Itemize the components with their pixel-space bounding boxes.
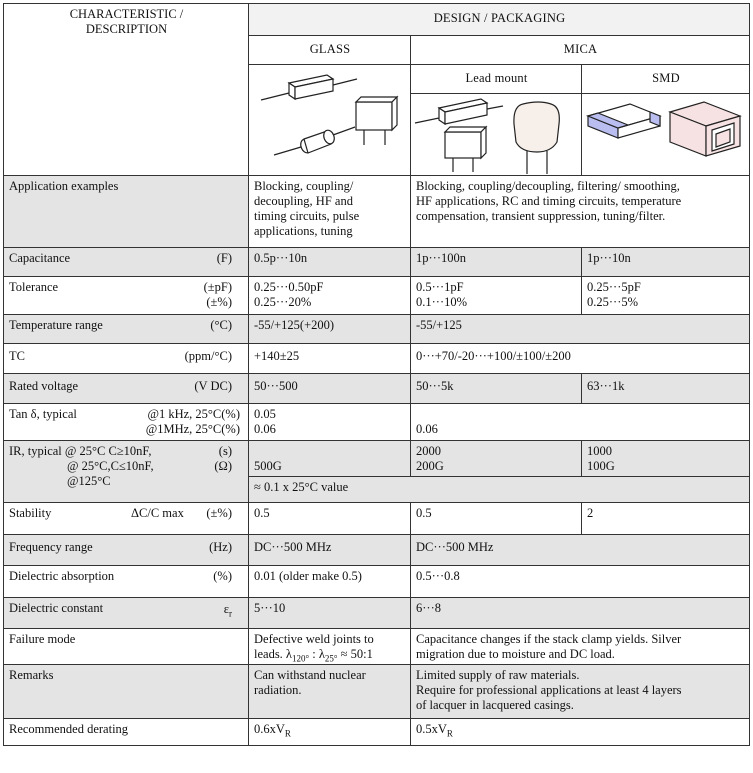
failure-mica <box>411 629 750 665</box>
row-temperature <box>4 315 249 344</box>
tolerance-smd <box>582 277 750 315</box>
row-tc <box>4 344 249 374</box>
label-derating: Recommended derating <box>4 719 249 746</box>
smd-image-cell <box>582 94 750 176</box>
failure-prefix: leads. λ <box>254 647 292 661</box>
label-ir-line2: @ 25°C,C≤10nF, <box>67 459 154 473</box>
stability-glass: 0.5 <box>249 503 411 535</box>
tan-delta-glass <box>249 404 411 441</box>
lead-mount-image-cell <box>411 94 582 176</box>
ir-125c-value: ≈ 0.1 x 25°C value <box>249 477 750 503</box>
unit-ir-ohm: (Ω) <box>214 459 232 473</box>
frequency-glass: DC···500 MHz <box>249 535 411 566</box>
ir-smd-ohm: 100G <box>587 459 615 473</box>
failure-mid: : λ <box>309 647 325 661</box>
dielectric-constant-glass: 5···10 <box>249 598 411 629</box>
frequency-mica: DC···500 MHz <box>411 535 750 566</box>
mica-header: MICA <box>411 36 750 65</box>
failure-sub2: 25° <box>324 653 338 664</box>
tolerance-smd-pct: 0.25···5% <box>587 295 639 309</box>
derating-glass <box>249 719 411 746</box>
row-ir <box>4 441 249 503</box>
row-rated-voltage <box>4 374 249 404</box>
unit-dielectric-constant <box>224 602 232 617</box>
lead-mount-header: Lead mount <box>411 65 582 94</box>
failure-glass <box>249 629 411 665</box>
application-mica-line: Blocking, coupling/decoupling, filtering/ smoothing, <box>416 179 680 193</box>
tolerance-lead-pf: 0.5···1pF <box>416 280 464 294</box>
row-tan-delta <box>4 404 249 441</box>
row-stability <box>4 503 249 535</box>
unit-tolerance-pct: (±%) <box>206 295 232 309</box>
capacitance-glass: 0.5p···10n <box>249 248 411 277</box>
dielectric-constant-mica: 6···8 <box>411 598 750 629</box>
derating-mica-prefix: 0.5xV <box>416 722 447 736</box>
temperature-glass: -55/+125(+200) <box>249 315 411 344</box>
ir-smd-s: 1000 <box>587 444 612 458</box>
row-tolerance <box>4 277 249 315</box>
row-dielectric-absorption <box>4 566 249 598</box>
failure-glass-line2 <box>254 647 406 662</box>
application-mica-line: HF applications, RC and timing circuits, temperature <box>416 194 682 208</box>
row-frequency <box>4 535 249 566</box>
failure-mica-line: migration due to moisture and DC load. <box>416 647 615 661</box>
unit-epsilon: ε <box>223 602 229 616</box>
derating-glass-sub: R <box>284 728 291 739</box>
derating-mica <box>411 719 750 746</box>
unit-tc: (ppm/°C) <box>184 349 232 363</box>
ir-lead <box>411 441 582 477</box>
capacitance-smd: 1p···10n <box>582 248 750 277</box>
failure-sub1: 120° <box>292 653 310 664</box>
tan-delta-glass-1mhz: 0.06 <box>254 422 276 436</box>
mica-smd-capacitor-icon <box>582 94 750 175</box>
glass-image-cell <box>249 65 411 176</box>
label-capacitance: Capacitance <box>9 251 71 265</box>
stability-lead: 0.5 <box>411 503 582 535</box>
label-dielectric-constant: Dielectric constant <box>9 601 104 615</box>
failure-suffix: ≈ 50:1 <box>337 647 373 661</box>
label-frequency: Frequency range <box>9 540 93 554</box>
dielectric-absorption-glass: 0.01 (older make 0.5) <box>249 566 411 598</box>
ir-lead-ohm: 200G <box>416 459 444 473</box>
capacitor-comparison-table <box>3 3 750 746</box>
tolerance-lead <box>411 277 582 315</box>
remarks-mica-line: Require for professional applications at least 4 layers <box>416 683 682 697</box>
dielectric-absorption-mica: 0.5···0.8 <box>411 566 750 598</box>
failure-glass-line1: Defective weld joints to <box>254 632 374 646</box>
tc-glass: +140±25 <box>249 344 411 374</box>
unit-frequency: (Hz) <box>209 540 232 554</box>
application-glass-line: Blocking, coupling/ <box>254 179 354 193</box>
label-tolerance: Tolerance <box>9 280 59 294</box>
remarks-glass <box>249 665 411 719</box>
derating-glass-prefix: 0.6xV <box>254 722 285 736</box>
smd-header: SMD <box>582 65 750 94</box>
unit-ir-s: (s) <box>218 444 232 458</box>
application-glass-line: decoupling, HF and <box>254 194 353 208</box>
tan-delta-glass-1khz: 0.05 <box>254 407 276 421</box>
label-tc: TC <box>9 349 25 363</box>
remarks-glass-line: radiation. <box>254 683 302 697</box>
stability-smd: 2 <box>582 503 750 535</box>
remarks-mica-line: of lacquer in lacquered casings. <box>416 698 574 712</box>
unit-dielectric-absorption: (%) <box>213 569 232 583</box>
tan-delta-mica: 0.06 <box>411 404 750 441</box>
remarks-mica-line: Limited supply of raw materials. <box>416 668 580 682</box>
unit-rated-voltage: (V DC) <box>194 379 232 393</box>
remarks-mica <box>411 665 750 719</box>
ir-lead-s: 2000 <box>416 444 441 458</box>
unit-temperature: (°C) <box>210 318 232 332</box>
derating-mica-sub: R <box>446 728 453 739</box>
label-remarks: Remarks <box>4 665 249 719</box>
design-packaging-header: DESIGN / PACKAGING <box>249 4 750 36</box>
rated-voltage-lead: 50···5k <box>411 374 582 404</box>
tolerance-glass-pf: 0.25···0.50pF <box>254 280 324 294</box>
application-glass-line: timing circuits, pulse <box>254 209 360 223</box>
unit-capacitance: (F) <box>216 251 232 265</box>
label-ir-line3: @125°C <box>67 474 111 488</box>
label-tan-delta: Tan δ, typical <box>9 407 77 421</box>
unit-stability: (±%) <box>206 506 232 520</box>
label-temperature: Temperature range <box>9 318 103 332</box>
row-dielectric-constant <box>4 598 249 629</box>
application-glass-line: applications, tuning <box>254 224 353 238</box>
capacitance-lead: 1p···100n <box>411 248 582 277</box>
rated-voltage-glass: 50···500 <box>249 374 411 404</box>
temperature-mica: -55/+125 <box>411 315 750 344</box>
label-rated-voltage: Rated voltage <box>9 379 79 393</box>
label-application: Application examples <box>4 176 249 248</box>
metric-stability: ΔC/C max <box>131 506 184 520</box>
application-mica-line: compensation, transient suppression, tuning/filter. <box>416 209 666 223</box>
characteristic-header <box>4 4 249 176</box>
unit-tolerance-pf: (±pF) <box>203 280 232 294</box>
glass-header: GLASS <box>249 36 411 65</box>
tolerance-lead-pct: 0.1···10% <box>416 295 468 309</box>
tolerance-glass-pct: 0.25···20% <box>254 295 312 309</box>
glass-capacitor-icon <box>249 65 411 175</box>
tolerance-glass <box>249 277 411 315</box>
cond-tan-1khz: @1 kHz, 25°C(%) <box>147 407 240 421</box>
ir-smd <box>582 441 750 477</box>
unit-epsilon-sub: r <box>229 608 232 619</box>
application-glass <box>249 176 411 248</box>
application-mica <box>411 176 750 248</box>
label-stability: Stability <box>9 506 52 520</box>
label-ir: IR, typical @ 25°C C≥10nF, <box>9 444 152 458</box>
char-header-line1: CHARACTERISTIC / <box>69 7 184 21</box>
tc-mica: 0···+70/-20···+100/±100/±200 <box>411 344 750 374</box>
label-dielectric-absorption: Dielectric absorption <box>9 569 115 583</box>
label-failure: Failure mode <box>4 629 249 665</box>
row-capacitance <box>4 248 249 277</box>
remarks-glass-line: Can withstand nuclear <box>254 668 366 682</box>
mica-leaded-capacitor-icon <box>411 94 582 175</box>
tolerance-smd-pf: 0.25···5pF <box>587 280 641 294</box>
ir-glass: 500G <box>249 441 411 477</box>
cond-tan-1mhz: @1MHz, 25°C(%) <box>145 422 240 436</box>
rated-voltage-smd: 63···1k <box>582 374 750 404</box>
failure-mica-line: Capacitance changes if the stack clamp yields. Silver <box>416 632 682 646</box>
char-header-line2: DESCRIPTION <box>85 22 168 36</box>
